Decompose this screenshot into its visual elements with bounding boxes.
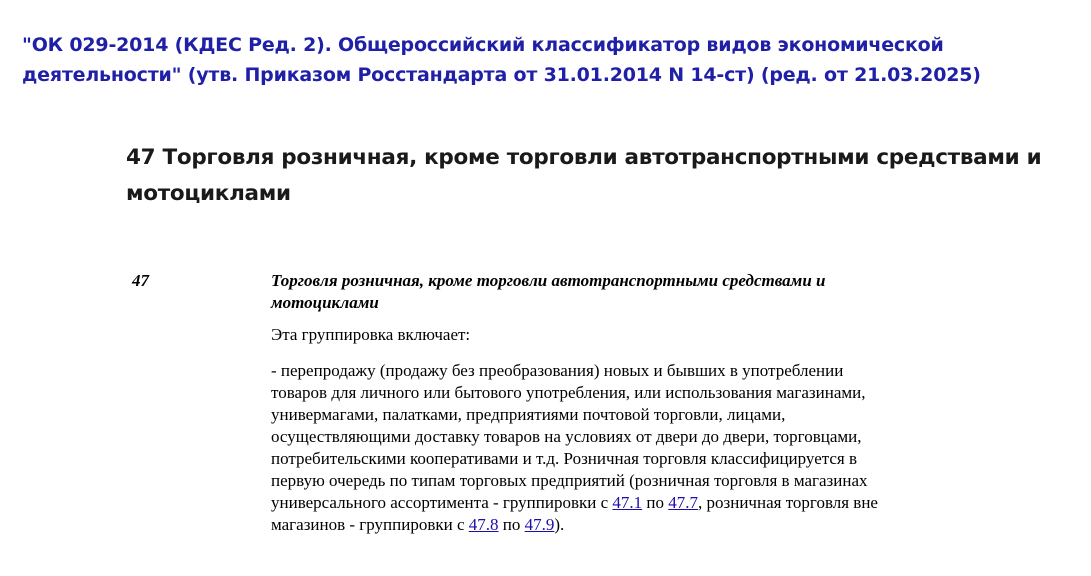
description-text <box>271 360 886 536</box>
description-part: , розничная торговля вне магазинов - группировки с <box>271 493 878 534</box>
classifier-code: 47 <box>132 271 149 290</box>
description-part: по <box>642 493 669 512</box>
link-47-8[interactable]: 47.8 <box>468 515 499 534</box>
description-part: - перепродажу (продажу без преобразования) новых и бывших в употреблении товаров для личного или бытового употребления, или использования магазинами, универмагами, палатками, предприятиями почтовой торговли, лицами, осуществляющими доставку товаров на условиях от двери до двери, торговцами, потребительскими кооперативами и т.д. Розничная торговля классифицируется в первую очередь по типам торговых предприятий (розничная торговля в магазинах универсального ассортимента - группировки с <box>271 361 868 512</box>
description-part: по <box>498 515 525 534</box>
intro-text: Эта группировка включает: <box>271 325 471 344</box>
link-47-7[interactable]: 47.7 <box>668 493 699 512</box>
section-heading: 47 Торговля розничная, кроме торговли автотранспортными средствами и мотоциклами <box>126 145 1042 206</box>
document-title[interactable]: "ОК 029-2014 (КДЕС Ред. 2). Общероссийский классификатор видов экономической деятельности" (утв. Приказом Росстандарта от 31.01.2014 N 14-ст) (ред. от 21.03.2025) <box>22 34 981 86</box>
link-47-9[interactable]: 47.9 <box>524 515 555 534</box>
link-47-1[interactable]: 47.1 <box>612 493 643 512</box>
group-name: Торговля розничная, кроме торговли автотранспортными средствами и мотоциклами <box>271 271 826 312</box>
description-part: ). <box>554 515 565 534</box>
entry-content <box>271 270 886 550</box>
